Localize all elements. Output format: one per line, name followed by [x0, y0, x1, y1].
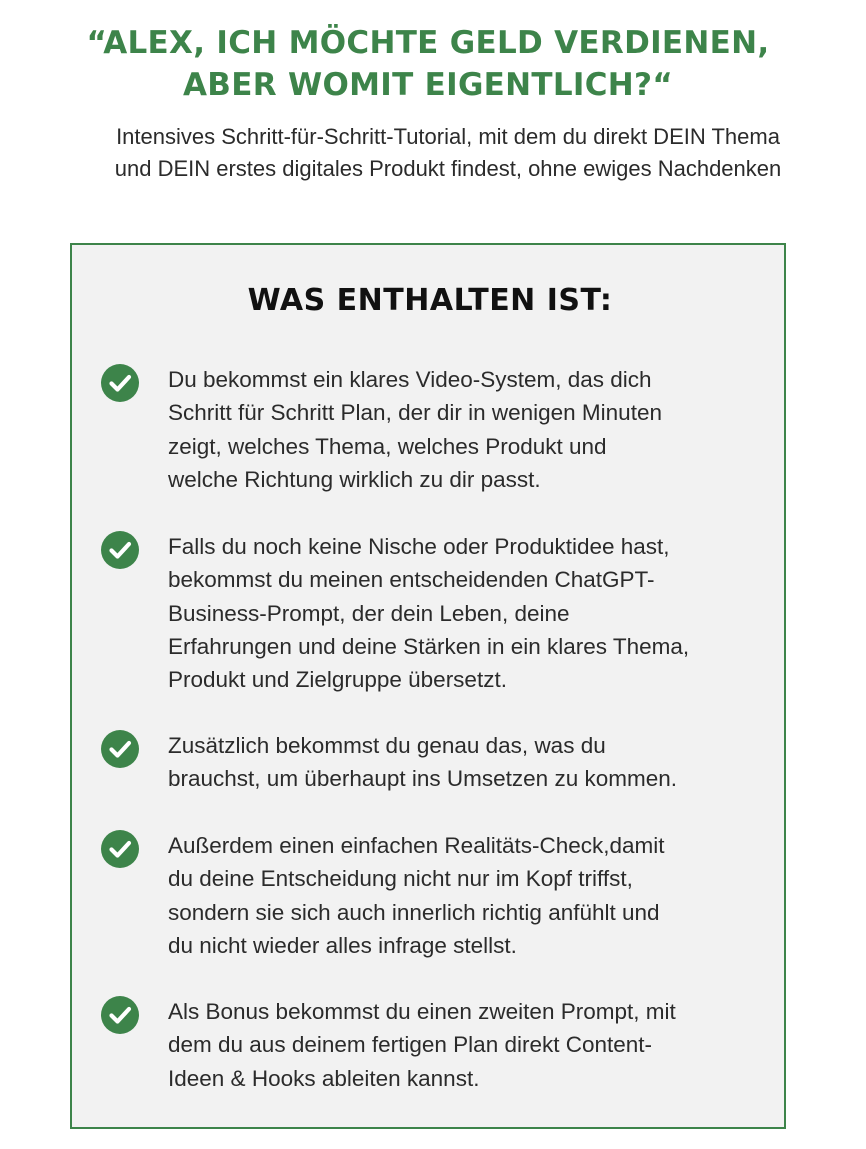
- check-circle-icon: [100, 729, 140, 769]
- feature-line: Ideen & Hooks ableiten kannst.: [168, 1065, 480, 1091]
- feature-line: du deine Entscheidung nicht nur im Kopf triffst,: [168, 866, 633, 892]
- feature-line: brauchst, um überhaupt ins Umsetzen zu kommen.: [168, 766, 677, 792]
- feature-line: Zusätzlich bekommst du genau das, was du: [168, 733, 606, 758]
- feature-line: Produkt und Zielgruppe übersetzt.: [168, 667, 507, 693]
- feature-text: [168, 729, 780, 796]
- included-features-box: [70, 243, 786, 1129]
- feature-line: Erfahrungen und deine Stärken in ein klares Thema,: [168, 633, 690, 659]
- subtitle: [0, 121, 866, 185]
- check-circle-icon: [100, 829, 140, 869]
- headline-line-1: “ALEX, ICH MÖCHTE GELD VERDIENEN,: [86, 25, 770, 61]
- feature-line: Falls du noch keine Nische oder Produktidee hast,: [168, 534, 670, 559]
- headline: [0, 22, 856, 106]
- feature-text: [168, 363, 780, 496]
- feature-line: Du bekommst ein klares Video-System, das dich: [168, 367, 652, 392]
- check-circle-icon: [100, 995, 140, 1035]
- feature-text: [168, 995, 780, 1095]
- feature-line: welche Richtung wirklich zu dir passt.: [168, 466, 541, 492]
- subtitle-line-2: und DEIN erstes digitales Produkt findest, ohne ewiges Nachdenken: [114, 156, 782, 181]
- feature-text: [168, 530, 780, 696]
- feature-line: Außerdem einen einfachen Realitäts-Check,damit: [168, 833, 665, 858]
- feature-line: du nicht wieder alles infrage stellst.: [168, 932, 517, 958]
- feature-line: Business-Prompt, der dein Leben, deine: [168, 600, 570, 626]
- box-title: WAS ENTHALTEN IST:: [247, 283, 613, 318]
- check-circle-icon: [100, 363, 140, 403]
- feature-text: [168, 829, 780, 962]
- feature-line: Schritt für Schritt Plan, der dir in wenigen Minuten: [168, 400, 662, 426]
- feature-line: sondern sie sich auch innerlich richtig anfühlt und: [168, 899, 660, 925]
- feature-line: bekommst du meinen entscheidenden ChatGPT-: [168, 567, 655, 593]
- feature-line: dem du aus deinem fertigen Plan direkt Content-: [168, 1032, 653, 1058]
- check-circle-icon: [100, 530, 140, 570]
- subtitle-line-1: Intensives Schritt-für-Schritt-Tutorial, mit dem du direkt DEIN Thema: [116, 124, 780, 149]
- headline-line-2: ABER WOMIT EIGENTLICH?“: [183, 67, 673, 103]
- feature-line: zeigt, welches Thema, welches Produkt und: [168, 433, 607, 459]
- feature-line: Als Bonus bekommst du einen zweiten Prompt, mit: [168, 999, 676, 1024]
